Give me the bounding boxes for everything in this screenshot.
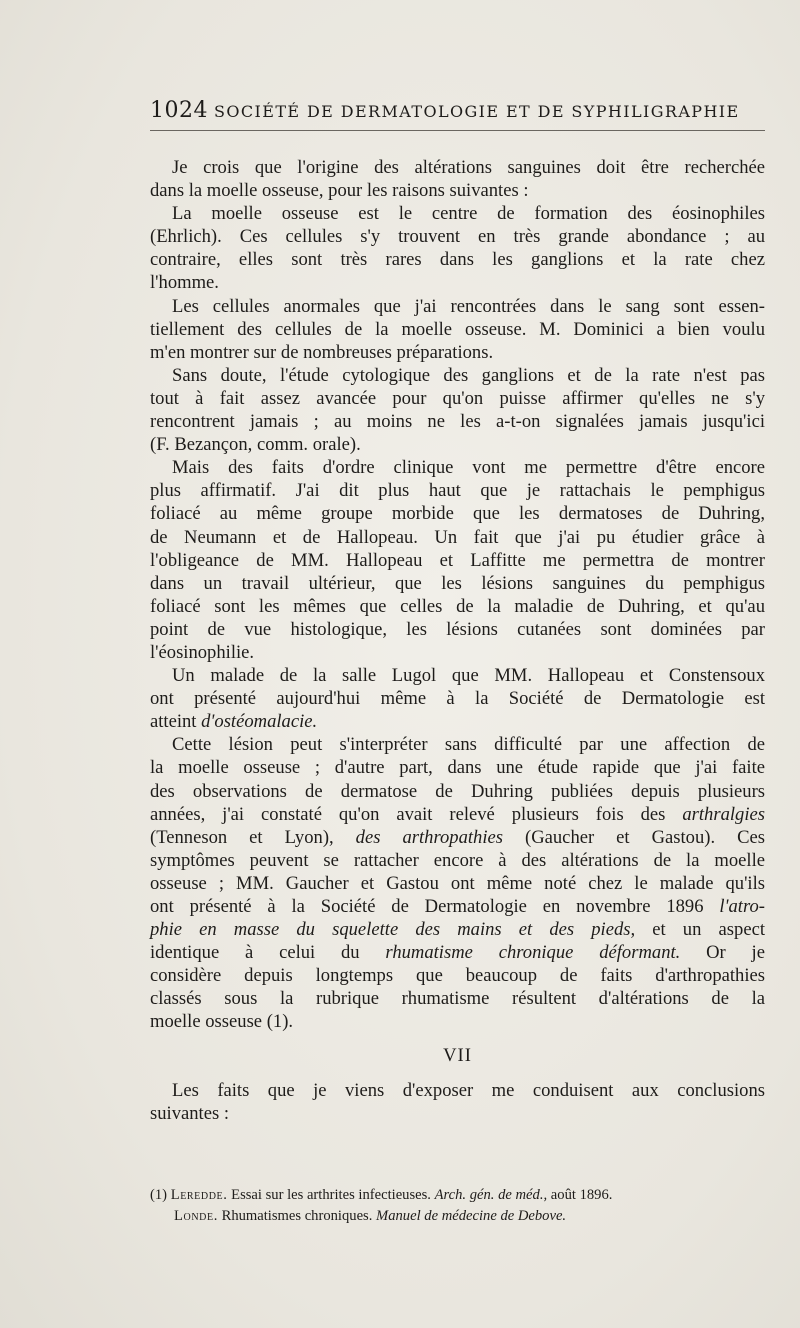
italic-term: l'atro- <box>719 896 765 917</box>
text-line: La moelle osseuse est le centre de formation des éosinophiles <box>172 203 765 225</box>
text-run: identique à celui du <box>150 942 360 964</box>
text-line <box>150 803 765 826</box>
footnote-author: Londe. <box>174 1208 218 1224</box>
text-line: symptômes peuvent se rattacher encore à des altérations de la moelle <box>150 849 765 871</box>
text-line: foliacé sont les mêmes que celles de la maladie de Duhring, et qu'au <box>150 595 765 617</box>
text-line: tout à fait assez avancée pour qu'on puisse affirmer qu'elles ne s'y <box>150 387 765 409</box>
text-line <box>150 918 765 941</box>
text-line: plus affirmatif. J'ai dit plus haut que je rattachais le pemphigus <box>150 480 765 502</box>
page-header <box>150 96 765 131</box>
footnote-book: Manuel de médecine de Debove. <box>376 1208 567 1224</box>
italic-term: rhumatisme chronique déformant. <box>385 942 681 964</box>
page-number: 1024 <box>150 98 208 123</box>
text-line: Un malade de la salle Lugol que MM. Hallopeau et Constensoux <box>172 665 765 687</box>
text-line: considère depuis longtemps que beaucoup de faits d'arthropathies <box>150 965 765 987</box>
text-line: ont présenté aujourd'hui même à la Société de Dermatologie est <box>150 688 765 710</box>
text-line: m'en montrer sur de nombreuses préparations. <box>150 341 494 363</box>
text-line: la moelle osseuse ; d'autre part, dans une étude rapide que j'ai faite <box>150 757 765 779</box>
section-heading: VII <box>443 1044 472 1066</box>
running-title: SOCIÉTÉ DE DERMATOLOGIE ET DE SYPHILIGRAPHIE <box>214 102 740 121</box>
text-line <box>150 710 765 733</box>
text-run: et un aspect <box>652 919 765 941</box>
text-line: des observations de dermatose de Duhring publiées depuis plusieurs <box>150 780 765 802</box>
footnote-line <box>150 1185 765 1206</box>
text-line <box>150 895 765 918</box>
footnote-text: Essai sur les arthrites infectieuses. <box>231 1187 431 1203</box>
text-line: (F. Bezançon, comm. orale). <box>150 434 361 456</box>
text-line: osseuse ; MM. Gaucher et Gastou ont même noté chez le malade qu'ils <box>150 872 765 894</box>
footnote-author: Leredde. <box>170 1187 228 1203</box>
text-line: dans un travail ultérieur, que les lésions sanguines du pemphigus <box>150 572 765 594</box>
italic-term: arthralgies <box>682 803 765 825</box>
text-line: Je crois que l'origine des altérations sanguines doit être recherchée <box>172 157 765 178</box>
text-line: Cette lésion peut s'interpréter sans difficulté par une affection de <box>172 734 765 756</box>
text-run: années, j'ai constaté qu'on avait relevé plusieurs fois des <box>150 803 666 825</box>
text-line: moelle osseuse (1). <box>150 1011 294 1033</box>
text-line: Sans doute, l'étude cytologique des ganglions et de la rate n'est pas <box>172 364 765 386</box>
text-line: tiellement des cellules de la moelle osseuse. M. Dominici a bien voulu <box>150 318 765 340</box>
text-line: foliacé au même groupe morbide que les dermatoses de Duhring, <box>150 503 765 525</box>
footnotes <box>150 1185 765 1227</box>
text-line: classés sous la rubrique rhumatisme résultent d'altérations de la <box>150 988 765 1010</box>
footnote-date: août 1896. <box>550 1187 613 1203</box>
text-line: point de vue histologique, les lésions cutanées sont dominées par <box>150 618 765 640</box>
text-run: (Gaucher et Gastou). Ces <box>525 826 765 848</box>
text-line: suivantes : <box>150 1102 230 1124</box>
text-line <box>150 826 765 849</box>
italic-term: des arthropathies <box>355 826 504 848</box>
body-text <box>150 156 765 1125</box>
footnote-journal: Arch. gén. de méd., <box>434 1187 548 1203</box>
footnote-marker: (1) <box>150 1187 168 1203</box>
text-line: Les faits que je viens d'exposer me conduisent aux conclusions <box>172 1079 765 1101</box>
text-run: (Tenneson et Lyon), <box>150 826 334 848</box>
footnote-line <box>150 1206 765 1227</box>
text-line: (Ehrlich). Ces cellules s'y trouvent en très grande abondance ; au <box>150 226 765 248</box>
text-run: ont présenté à la Société de Dermatologie en novembre 1896 <box>150 896 704 917</box>
text-line: l'éosinophilie. <box>150 641 255 663</box>
italic-term: phie en masse du squelette des mains et des pieds, <box>150 919 636 941</box>
italic-term: d'ostéomalacie. <box>201 711 318 733</box>
text-line: Les cellules anormales que j'ai rencontrées dans le sang sont essen- <box>172 295 765 317</box>
text-line: rencontrent jamais ; au moins ne les a-t-on signalées jamais jusqu'ici <box>150 411 765 433</box>
text-line: de Neumann et de Hallopeau. Un fait que j'ai pu étudier grâce à <box>150 526 765 548</box>
text-line <box>150 941 765 964</box>
text-run: Or je <box>706 942 765 964</box>
text-run: atteint <box>150 711 197 733</box>
text-line: l'homme. <box>150 272 219 294</box>
text-line: l'obligeance de MM. Hallopeau et Laffitte me permettra de montrer <box>150 549 765 571</box>
text-line: dans la moelle osseuse, pour les raisons suivantes : <box>150 180 529 202</box>
text-line: Mais des faits d'ordre clinique vont me permettre d'être encore <box>172 457 765 479</box>
footnote-text: Rhumatismes chroniques. <box>221 1208 373 1224</box>
text-line: contraire, elles sont très rares dans les ganglions et la rate chez <box>150 249 765 271</box>
